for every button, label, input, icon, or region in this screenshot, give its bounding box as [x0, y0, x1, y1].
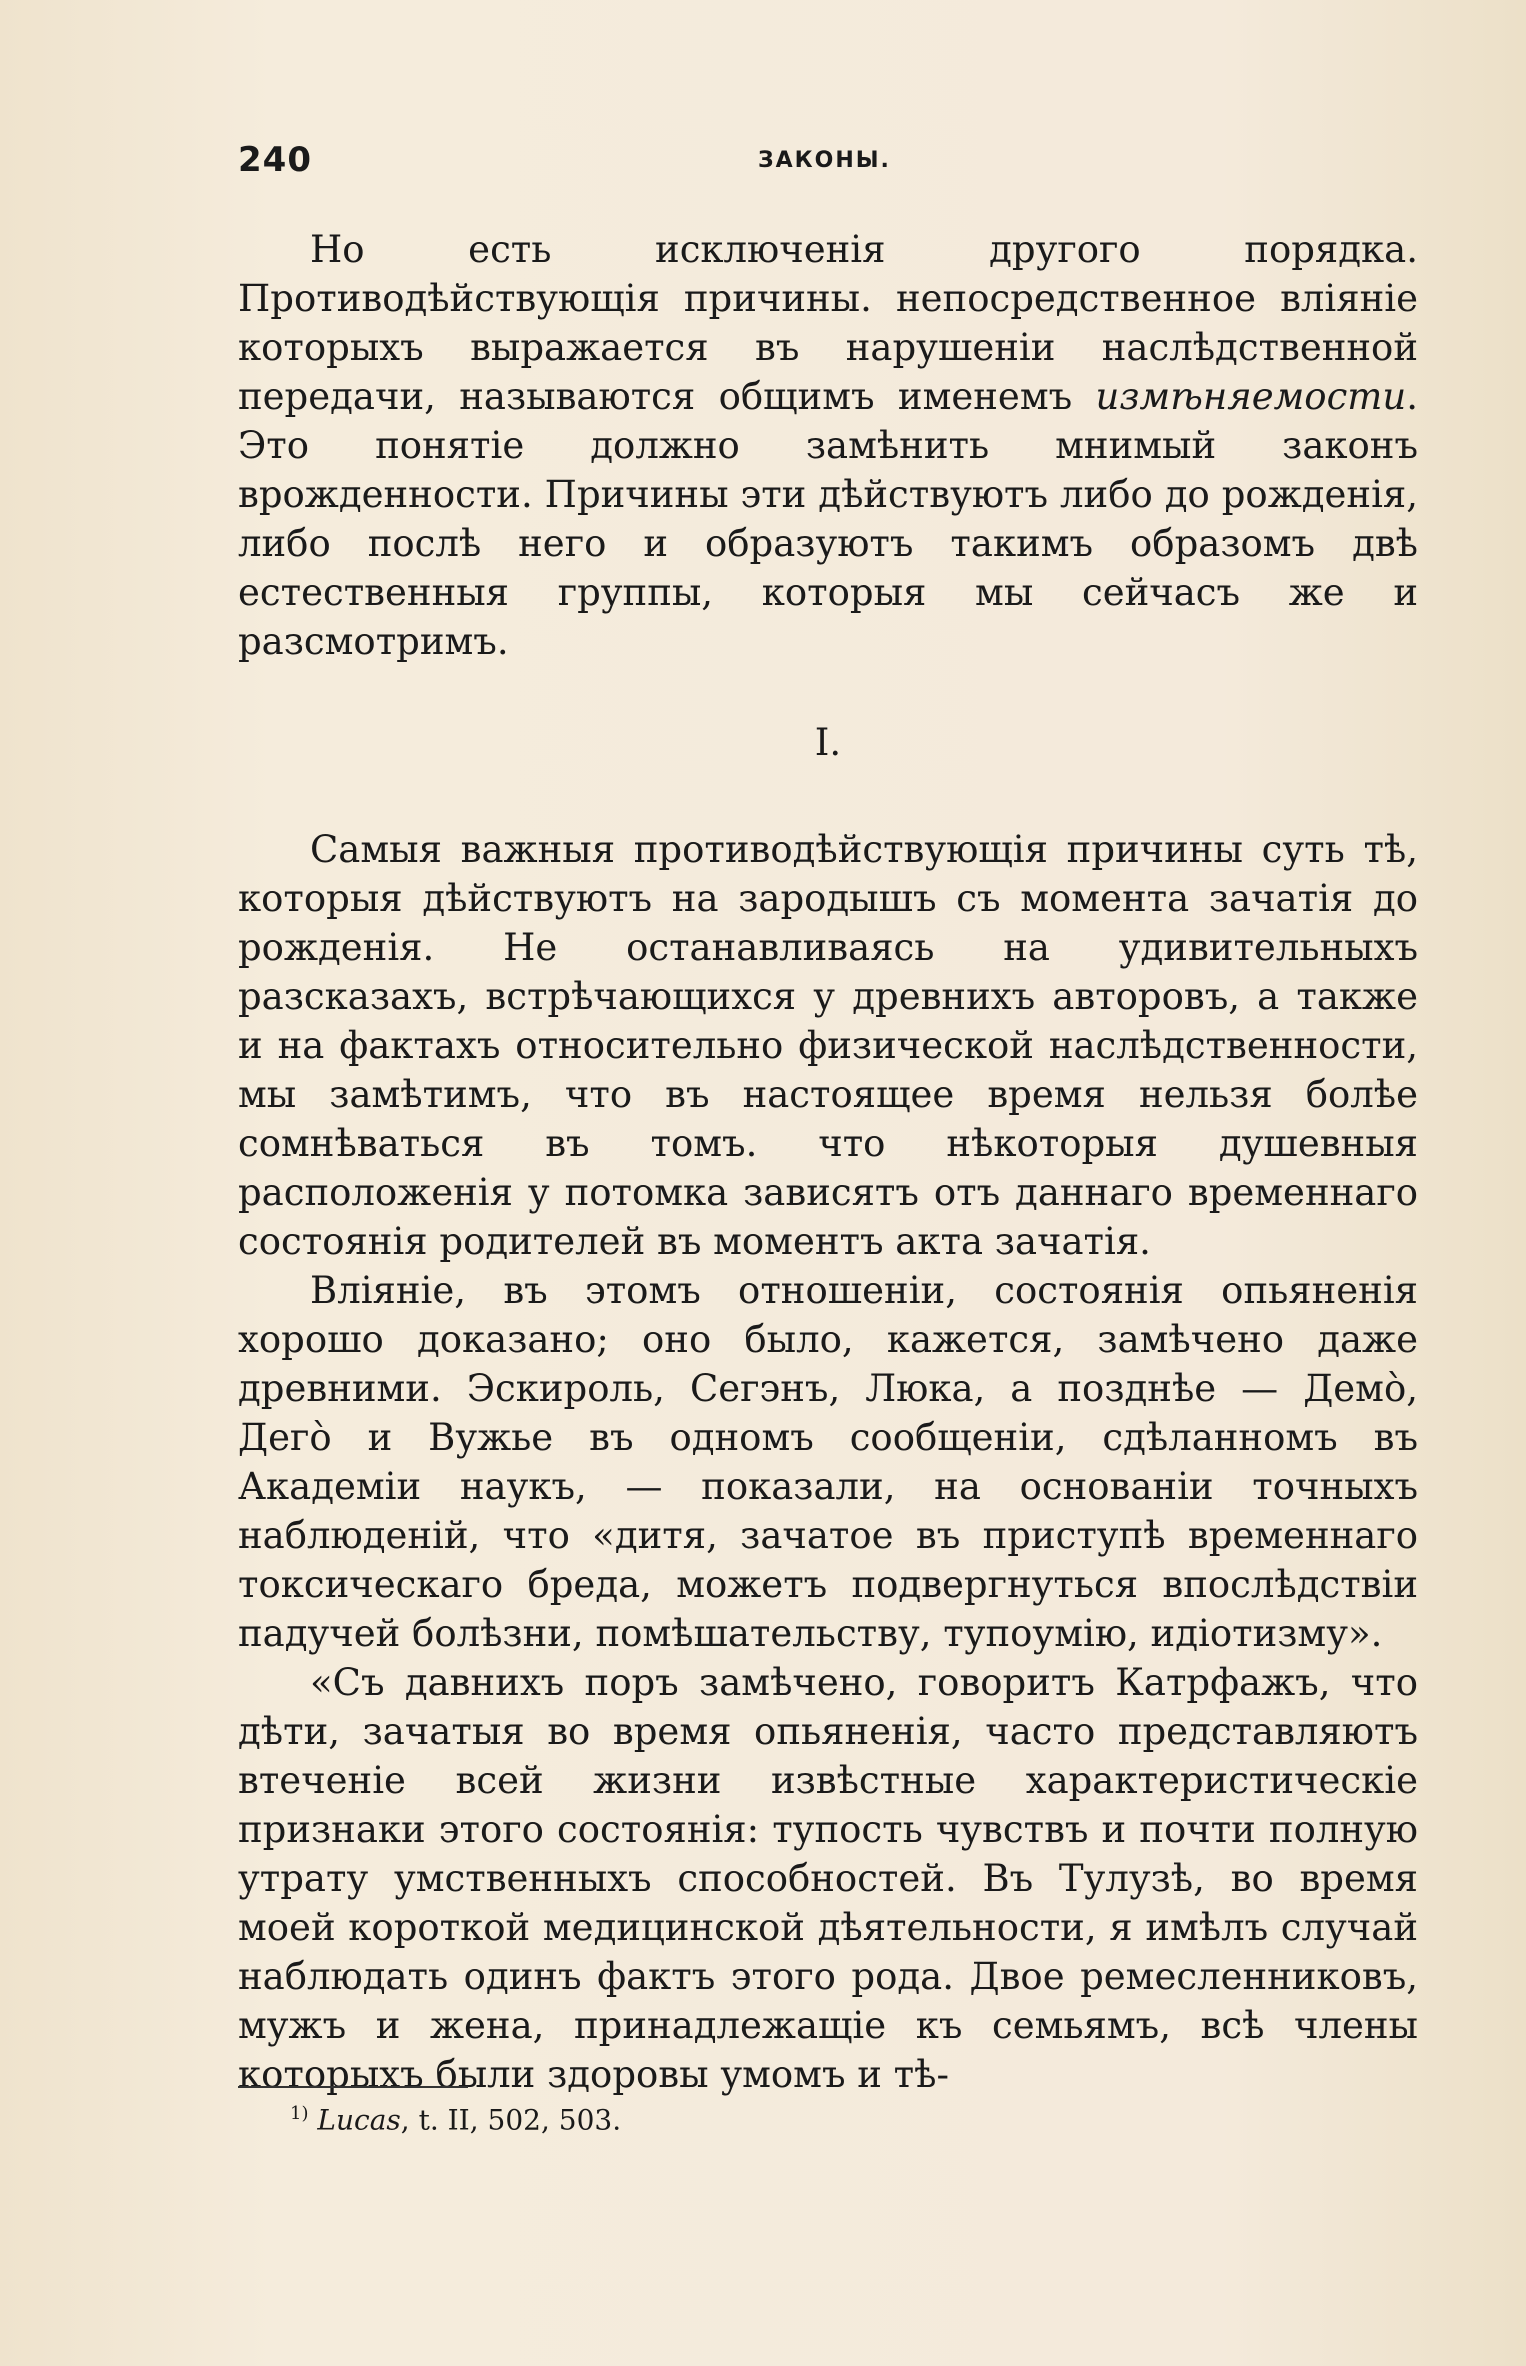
section-heading: I. — [814, 721, 842, 764]
running-head: ЗАКОНЫ. — [758, 148, 891, 173]
italic-term: измѣняемости — [1095, 375, 1407, 418]
footnote — [290, 2094, 621, 2140]
paragraph-1 — [238, 225, 1418, 666]
page-number: 240 — [238, 140, 312, 180]
paragraph-2: Самыя важныя противодѣйствующія причины суть тѣ, которыя дѣйствуютъ на зародышъ съ момента зачатія до рожденія. Не останавливаясь на удивительныхъ разсказахъ, встрѣчающихся у древнихъ авторовъ, а также и на фактахъ относительно физической наслѣдственности, мы замѣтимъ, что въ настоящее время нельзя болѣе сомнѣваться въ томъ. что нѣкоторыя душевныя расположенія у потомка зависятъ отъ даннаго временнаго состоянія родителей въ моментъ акта зачатія. — [238, 828, 1418, 1263]
footnote-divider — [238, 2086, 468, 2088]
page-header — [238, 140, 1418, 200]
paragraph-4: «Съ давнихъ поръ замѣчено, говоритъ Катрфажъ, что дѣти, зачатыя во время опьяненія, часто представляютъ втеченіе всей жизни извѣстные характеристическіе признаки этого состоянія: тупость чувствъ и почти полную утрату умственныхъ способностей. Въ Тулузѣ, во время моей короткой медицинской дѣятельности, я имѣлъ случай наблюдать одинъ фактъ этого рода. Двое ремесленниковъ, мужъ и жена, принадлежащіе къ семьямъ, всѣ члены которыхъ были здоровы умомъ и тѣ- — [238, 1661, 1418, 2096]
footnote-author: Lucas — [317, 2103, 401, 2137]
footnote-reference: , t. II, 502, 503. — [400, 2103, 622, 2137]
paragraph-3: Вліяніе, въ этомъ отношеніи, состоянія опьяненія хорошо доказано; оно было, кажется, замѣчено даже древними. Эскироль, Сегэнъ, Люка, а позднѣе — Демò, Дегò и Вужье въ одномъ сообщеніи, сдѣланномъ въ Академіи наукъ, — показали, на основаніи точныхъ наблюденій, что «дитя, зачатое въ приступѣ временнаго токсическаго бреда, можетъ подвергнуться впослѣдствіи падучей болѣзни, помѣшательству, тупоумію, идіотизму». — [238, 1269, 1418, 1655]
paragraph-1-end: . Это понятіе должно замѣнить мнимый законъ врожденности. Причины эти дѣйствуютъ либо до рожденія, либо послѣ него и образуютъ такимъ образомъ двѣ естественныя группы, которыя мы сейчасъ же и разсмотримъ. — [238, 375, 1418, 663]
footnote-marker: 1) — [290, 2103, 309, 2124]
paragraph-1-start: Но есть исключенія другого порядка. Противодѣйствующія причины. непосредственное вліяніе которыхъ выражается въ нарушеніи наслѣдственной передачи, называются общимъ именемъ — [238, 228, 1418, 418]
body-text — [238, 225, 1418, 2099]
